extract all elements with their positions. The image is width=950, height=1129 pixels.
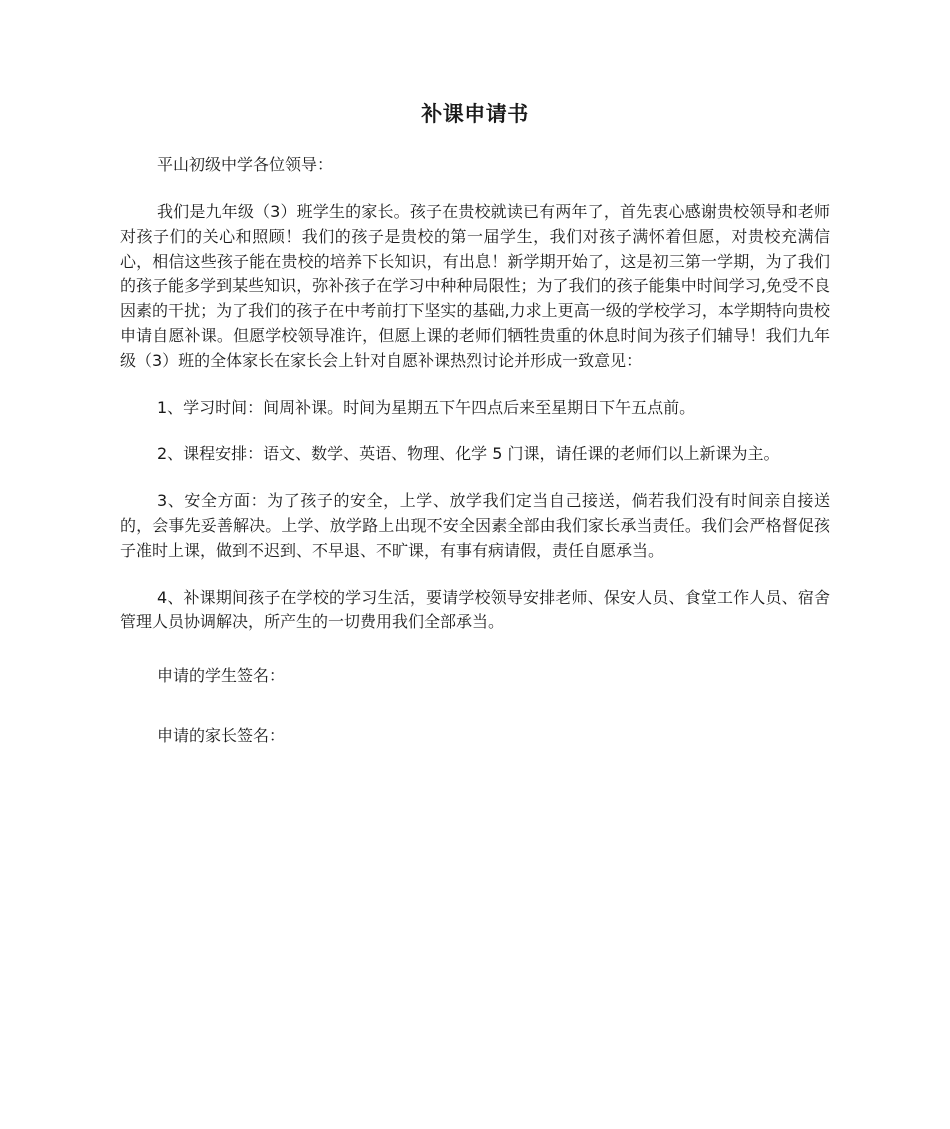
paragraph-item-4-logistics: 4、补课期间孩子在学校的学习生活，要请学校领导安排老师、保安人员、食堂工作人员、宿舍管理人员协调解决，所产生的一切费用我们全部承当。 (120, 587, 830, 632)
paragraph-item-2-courses: 2、课程安排：语文、数学、英语、物理、化学 5 门课，请任课的老师们以上新课为主。 (157, 444, 780, 464)
paragraph-item-1-study-time: 1、学习时间：间周补课。时间为星期五下午四点后来至星期日下午五点前。 (157, 397, 696, 417)
paragraph-item-3-safety: 3、安全方面：为了孩子的安全，上学、放学我们定当自己接送，倘若我们没有时间亲自接送的，会事先妥善解决。上学、放学路上出现不安全因素全部由我们家长承当责任。我们会严格督促孩子准时上课，做到不迟到、不早退、不旷课，有事有病请假，责任自愿承当。 (120, 491, 830, 560)
paragraph-intro: 我们是九年级（3）班学生的家长。孩子在贵校就读已有两年了，首先衷心感谢贵校领导和老师对孩子们的关心和照顾！我们的孩子是贵校的第一届学生，我们对孩子满怀着但愿，对贵校充满信心，相信这些孩子能在贵校的培养下长知识，有出息！新学期开始了，这是初三第一学期，为了我们的孩子能多学到某些知识，弥补孩子在学习中种种局限性；为了我们的孩子能集中时间学习,免受不良因素的干扰；为了我们的孩子在中考前打下坚实的基础,力求上更高一级的学校学习，本学期特向贵校申请自愿补课。但愿学校领导准许，但愿上课的老师们牺牲贵重的休息时间为孩子们辅导！我们九年级（3）班的全体家长在家长会上针对自愿补课热烈讨论并形成一致意见： (120, 202, 830, 370)
student-signature-label: 申请的学生签名： (157, 666, 286, 686)
document-title: 补课申请书 (421, 102, 529, 126)
parent-signature-label: 申请的家长签名： (157, 726, 286, 746)
salutation: 平山初级中学各位领导： (157, 155, 334, 174)
